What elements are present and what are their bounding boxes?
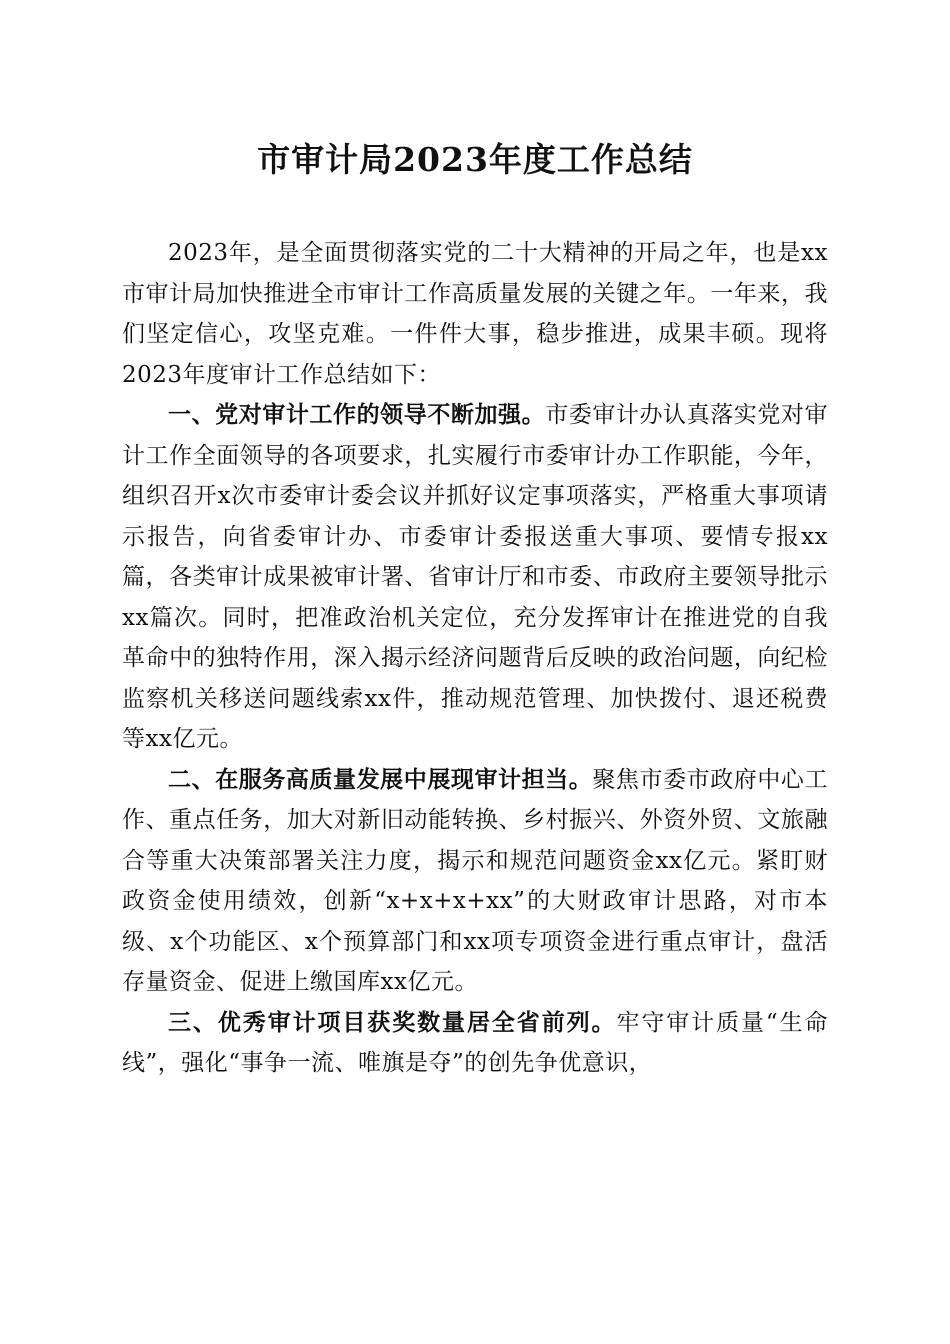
section-text-3: 牢守审计质量“生命线”，强化“事争一流、唯旗是夺”的创先争优意识， xyxy=(122,1009,828,1076)
section-text-1: 市委审计办认真落实党对审计工作全面领导的各项要求，扎实履行市委审计办工作职能，今年，组织召开x次市委审计委会议并抓好议定事项落实，严格重大事项请示报告，向省委审计办、市委审计委报送重大事项、要情专报xx篇，各类审计成果被审计署、省审计厅和市委、市政府主要领导批示xx篇次。同时，把准政治机关定位，充分发挥审计在推进党的自我革命中的独特作用，深入揭示经济问题背后反映的政治问题，向纪检监察机关移送问题线索xx件，推动规范管理、加快拨付、退还税费等xx亿元。 xyxy=(122,402,829,752)
section-heading-1: 一、党对审计工作的领导不断加强。 xyxy=(168,402,546,428)
section-text-2: 聚焦市委市政府中心工作、重点任务，加大对新旧动能转换、乡村振兴、外资外贸、文旅融合等重大决策部署关注力度，揭示和规范问题资金xx亿元。紧盯财政资金使用绩效，创新“x+x+x+xx”的大财政审计思路，对市本级、x个功能区、x个预算部门和xx项专项资金进行重点审计，盘活存量资金、促进上缴国库xx亿元。 xyxy=(122,766,829,995)
section-heading-3: 三、优秀审计项目获奖数量居全省前列。 xyxy=(168,1009,617,1036)
intro-paragraph: 2023年，是全面贯彻落实党的二十大精神的开局之年，也是xx市审计局加快推进全市审计工作高质量发展的关键之年。一年来，我们坚定信心，攻坚克难。一件件大事，稳步推进，成果丰硕。现将2023年度审计工作总结如下： xyxy=(122,240,828,388)
document-title: 市审计局2023年度工作总结 xyxy=(257,140,693,179)
section-paragraph-3 xyxy=(122,1003,828,1084)
section-paragraph-1 xyxy=(122,395,828,760)
section-heading-2: 二、在服务高质量发展中展现审计担当。 xyxy=(168,766,593,793)
section-paragraph-2 xyxy=(122,760,828,1003)
document-body xyxy=(122,233,828,1084)
